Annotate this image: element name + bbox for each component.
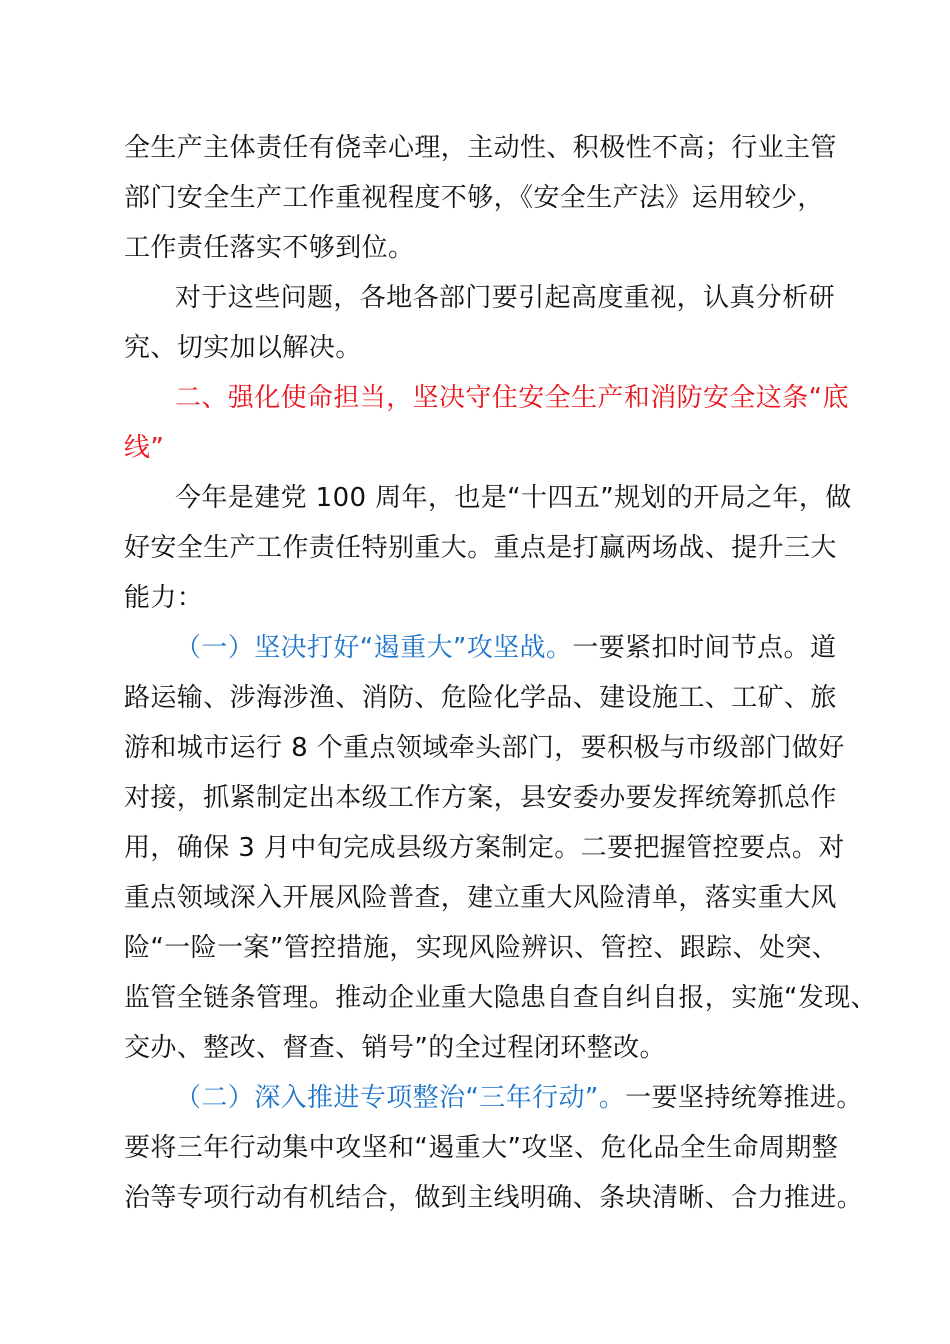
body-text-line: 重点领域深入开展风险普查，建立重大风险清单，落实重大风 [124,883,837,913]
body-text-line: 究、切实加以解决。 [124,333,362,363]
body-text-line: 路运输、涉海涉渔、消防、危险化学品、建设施工、工矿、旅 [124,683,837,713]
body-text-line: 全生产主体责任有侥幸心理，主动性、积极性不高；行业主管 [124,133,837,163]
body-text-line: 好安全生产工作责任特别重大。重点是打赢两场战、提升三大 [124,533,837,563]
body-text-line: 要将三年行动集中攻坚和“遏重大”攻坚、危化品全生命周期整 [124,1133,839,1163]
section-heading: 二、强化使命担当，坚决守住安全生产和消防安全这条“底 [175,383,849,413]
body-text-line: 监管全链条管理。推动企业重大隐患自查自纠自报，实施“发现、 [124,983,878,1013]
subsection-paragraph [175,631,836,665]
subsection-heading: （二）深入推进专项整治“三年行动”。 [175,1083,626,1113]
body-text-run: 一要紧扣时间节点。道 [572,633,837,663]
paragraph-first-line: 对于这些问题，各地各部门要引起高度重视，认真分析研 [175,283,836,313]
subsection-heading: （一）坚决打好“遏重大”攻坚战。 [175,633,573,663]
body-text-line: 险“一险一案”管控措施，实现风险辨识、管控、跟踪、处突、 [124,933,839,963]
subsection-paragraph [175,1081,863,1115]
body-text-line: 部门安全生产工作重视程度不够，《安全生产法》运用较少， [124,183,824,213]
body-text-line: 用，确保 3 月中旬完成县级方案制定。二要把握管控要点。对 [124,833,845,863]
body-text-line: 交办、整改、督查、销号”的全过程闭环整改。 [124,1033,666,1063]
body-text-line: 工作责任落实不够到位。 [124,233,415,263]
body-text-line: 对接，抓紧制定出本级工作方案，县安委办要发挥统筹抓总作 [124,783,837,813]
body-text-line: 游和城市运行 8 个重点领域牵头部门，要积极与市级部门做好 [124,733,845,763]
section-heading-continued: 线” [124,433,165,463]
body-text-run: 一要坚持统筹推进。 [625,1083,863,1113]
body-text-line: 治等专项行动有机结合，做到主线明确、条块清晰、合力推进。 [124,1183,864,1213]
paragraph-first-line: 今年是建党 100 周年，也是“十四五”规划的开局之年，做 [175,483,852,513]
body-text-line: 能力： [124,583,204,613]
